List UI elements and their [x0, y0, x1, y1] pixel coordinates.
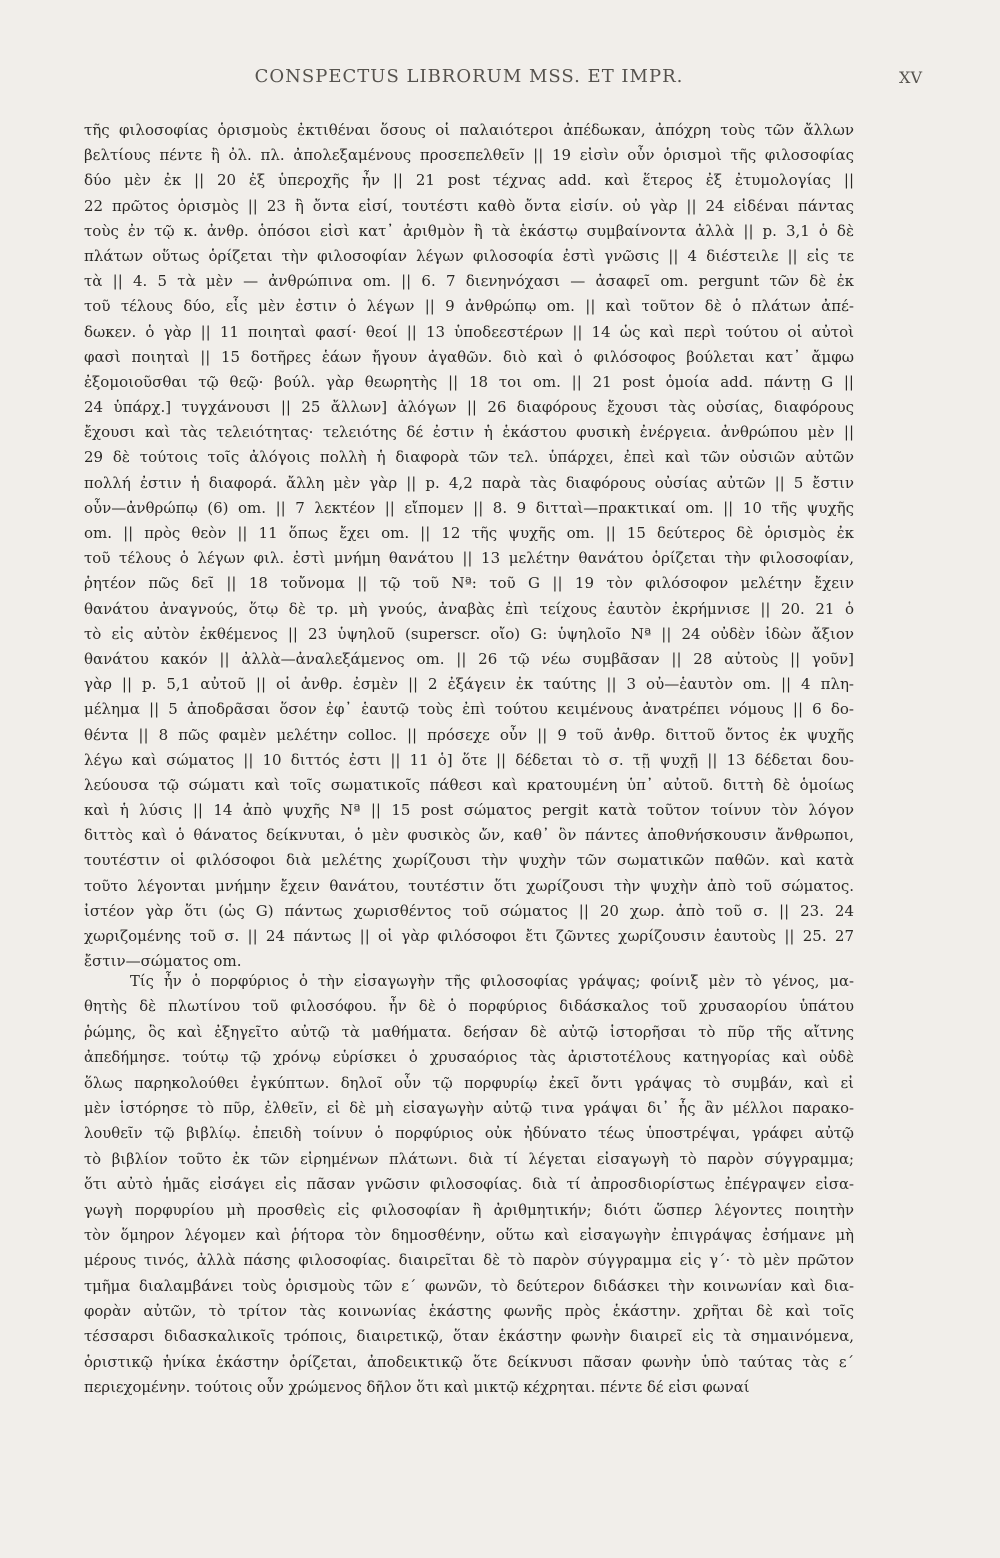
apparatus-line: θανάτου κακόν || ἀλλὰ—ἀναλεξάμενος om. || 26 τῷ νέω συμβᾶσαν || 28 αὐτοὺς || γοῦν]	[84, 649, 854, 668]
apparatus-line: τοῦτο λέγονται μνήμην ἔχειν θανάτου, τουτέστιν ὅτι χωρίζουσι τὴν ψυχὴν ἀπὸ τοῦ σώματος.	[84, 876, 854, 895]
apparatus-line: om. || πρὸς θεὸν || 11 ὅπως ἔχει om. || 12 τῆς ψυχῆς om. || 15 δεύτερος δὲ ὁρισμὸς ἐκ	[84, 524, 854, 542]
text-line: φορὰν αὐτῶν, τὸ τρίτον τὰς κοινωνίας ἑκάστης φωνῆς πρὸς ἑκάστην. χρῆται δὲ καὶ τοῖς	[84, 1303, 854, 1321]
apparatus-line: δωκεν. ὁ γὰρ || 11 ποιηταὶ φασί· θεοί || 13 ὑποδεεστέρων || 14 ὡς καὶ περὶ τούτου οἱ αὐτοὶ	[84, 322, 854, 341]
apparatus-line: τοῦ τέλους δύο, εἷς μὲν ἐστιν ὁ λέγων || 9 ἀνθρώπῳ om. || καὶ τοῦτον δὲ ὁ πλάτων ἀπέ-	[84, 297, 854, 316]
apparatus-line: πολλή ἐστιν ἡ διαφορά. ἄλλη μὲν γὰρ || p. 4,2 παρὰ τὰς διαφόρους οὐσίας αὐτῶν || 5 ἔστιν	[84, 473, 854, 492]
text-line: γωγὴ πορφυρίου μὴ προσθεὶς εἰς φιλοσοφίαν ἢ ἀριθμητικήν; διότι ὥσπερ λέγοντες ποιητὴν	[84, 1201, 854, 1219]
apparatus-line: ἰστέον γὰρ ὅτι (ὡς G) πάντως χωρισθέντος τοῦ σώματος || 20 χωρ. ἀπὸ τοῦ σ. || 23. 24	[84, 901, 854, 920]
apparatus-line: τῆς φιλοσοφίας ὁρισμοὺς ἐκτιθέναι ὅσους οἱ παλαιότεροι ἀπέδωκαν, ἀπόχρη τοὺς τῶν ἄλλων	[84, 121, 854, 139]
apparatus-line: διττὸς καὶ ὁ θάνατος δείκνυται, ὁ μὲν φυσικὸς ὤν, καθ᾽ ὃν πάντες ἀποθνήσκουσιν ἄνθρωποι,	[84, 826, 854, 845]
main-text	[84, 969, 854, 1401]
text-line: Τίς ἦν ὁ πορφύριος ὁ τὴν εἰσαγωγὴν τῆς φιλοσοφίας γράψας; φοίνιξ μὲν τὸ γένος, μα-	[130, 973, 854, 990]
text-line: λουθεῖν τῷ βιβλίῳ. ἐπειδὴ τοίνυν ὁ πορφύριος οὐκ ἠδύνατο τέως ὑποστρέψαι, γράφει αὐτῷ	[84, 1125, 854, 1143]
apparatus-line: ἔχουσι καὶ τὰς τελειότητας· τελειότης δέ ἐστιν ἡ ἑκάστου φυσικὴ ἐνέργεια. ἀνθρώπου μὲν ||	[84, 423, 854, 442]
apparatus-line: θέντα || 8 πῶς φαμὲν μελέτην colloc. || πρόσεχε οὖν || 9 τοῦ ἀνθρ. διττοῦ ὄντος ἐκ ψυχῆς	[84, 725, 854, 744]
apparatus-line: τὸ εἰς αὐτὸν ἐκθέμενος || 23 ὑψηλοῦ (superscr. οἴο) G: ὑψηλοῖο Nª || 24 οὐδὲν ἰδὼν ἄξιον	[84, 624, 854, 643]
apparatus-line: πλάτων οὕτως ὁρίζεται τὴν φιλοσοφίαν λέγων φιλοσοφία ἐστὶ γνῶσις || 4 διέστειλε || εἰς τε	[84, 246, 854, 265]
text-line: τὸ βιβλίον τοῦτο ἐκ τῶν εἰρημένων πλάτωνι. διὰ τί λέγεται εἰσαγωγὴ τὸ παρὸν σύγγραμμα;	[84, 1150, 854, 1168]
apparatus-line: θανάτου ἀναγνούς, ὅτῳ δὲ τρ. μὴ γνούς, ἀναβὰς ἐπὶ τείχους ἑαυτὸν ἐκρήμνισε || 20. 21 ὁ	[84, 599, 854, 618]
page-number: XV	[899, 68, 922, 87]
text-line: περιεχομένην. τούτοις οὖν χρώμενος δῆλον ὅτι καὶ μικτῷ κέχρηται. πέντε δέ εἰσι φωναί	[84, 1379, 750, 1397]
apparatus-line: λέγω καὶ σώματος || 10 διττός ἐστι || 11 ὁ] ὅτε || δέδεται τὸ σ. τῇ ψυχῇ || 13 δέδεται δου-	[84, 750, 854, 769]
text-line: τέσσαρσι διδασκαλικοῖς τρόποις, διαιρετικῷ, ὅταν ἑκάστην φωνὴν διαιρεῖ εἰς τὰ σημαινόμενα,	[84, 1328, 854, 1346]
critical-apparatus	[84, 118, 854, 974]
text-line: ῥώμης, ὃς καὶ ἐξηγεῖτο αὐτῷ τὰ μαθήματα. δεήσαν δὲ αὐτῷ ἱστορῆσαι τὸ πῦρ τῆς αἴτνης	[84, 1023, 854, 1041]
apparatus-line: ἔστιν—σώματος om.	[84, 952, 242, 971]
text-line: ὁριστικῷ ἡνίκα ἑκάστην ὁρίζεται, ἀποδεικτικῷ ὅτε δείκνυσι πᾶσαν φωνὴν ὑπὸ ταύτας τὰς ε΄	[84, 1353, 854, 1371]
text-line: τμῆμα διαλαμβάνει τοὺς ὁρισμοὺς τῶν ε΄ φωνῶν, τὸ δεύτερον διδάσκει τὴν κοινωνίαν καὶ δια-	[84, 1277, 854, 1295]
apparatus-line: 29 δὲ τούτοις τοῖς ἀλόγοις πολλὴ ἡ διαφορὰ τῶν τελ. ὑπάρχει, ἐπεὶ καὶ τῶν οὐσιῶν αὐτῶν	[84, 448, 854, 467]
text-line: ὅλως παρηκολούθει ἐγκύπτων. δηλοῖ οὖν τῷ πορφυρίῳ ἐκεῖ ὄντι γράψας τὸ συμβάν, καὶ εἰ	[84, 1074, 854, 1092]
apparatus-line: τουτέστιν οἱ φιλόσοφοι διὰ μελέτης χωρίζουσι τὴν ψυχὴν τῶν σωματικῶν παθῶν. καὶ κατὰ	[84, 851, 854, 870]
apparatus-line: φασὶ ποιηταὶ || 15 δοτῆρες ἑάων ἤγουν ἀγαθῶν. διὸ καὶ ὁ φιλόσοφος βούλεται κατ᾽ ἄμφω	[84, 347, 854, 366]
apparatus-line: λεύουσα τῷ σώματι καὶ τοῖς σωματικοῖς πάθεσι καὶ κρατουμένη ὑπ᾽ αὐτοῦ. διττὴ δὲ ὁμοίως	[84, 775, 854, 794]
text-line: ἀπεδήμησε. τούτῳ τῷ χρόνῳ εὑρίσκει ὁ χρυσαόριος τὰς ἀριστοτέλους κατηγορίας καὶ οὐδὲ	[84, 1049, 854, 1067]
apparatus-line: τὰ || 4. 5 τὰ μὲν — ἀνθρώπινα om. || 6. 7 διενηνόχασι — ἀσαφεῖ om. pergunt τῶν δὲ ἐκ	[84, 272, 854, 291]
page-header	[84, 66, 922, 96]
apparatus-line: βελτίους πέντε ἢ ὀλ. πλ. ἀπολεξαμένους προσεπελθεῖν || 19 εἰσὶν οὖν ὁρισμοὶ τῆς φιλοσοφίας	[84, 146, 854, 165]
apparatus-line: δύο μὲν ἐκ || 20 ἐξ ὑπεροχῆς ἦν || 21 post τέχνας add. καὶ ἕτερος ἐξ ἐτυμολογίας ||	[84, 171, 854, 190]
text-line: τὸν ὅμηρον λέγομεν καὶ ῥήτορα τὸν δημοσθένην, οὕτω καὶ εἰσαγωγὴν ἐπιγράψας ἐσήμανε μὴ	[84, 1226, 854, 1244]
apparatus-line: τοὺς ἐν τῷ κ. ἀνθρ. ὁπόσοι εἰσὶ κατ᾽ ἀριθμὸν ἢ τὰ ἑκάστῳ συμβαίνοντα ἀλλὰ || p. 3,1 ὁ δὲ	[84, 221, 854, 240]
apparatus-line: μέλημα || 5 ἀποδρᾶσαι ὅσον ἐφ᾽ ἑαυτῷ τοὺς ἐπὶ τούτου κειμένους ἀνατρέπει νόμους || 6 δο-	[84, 700, 854, 719]
apparatus-line: ῥητέον πῶς δεῖ || 18 τοὔνομα || τῷ τοῦ Nª: τοῦ G || 19 τὸν φιλόσοφον μελέτην ἔχειν	[84, 574, 854, 593]
running-title: CONSPECTUS LIBRORUM MSS. ET IMPR.	[254, 66, 684, 87]
text-line: θητὴς δὲ πλωτίνου τοῦ φιλοσόφου. ἦν δὲ ὁ πορφύριος διδάσκαλος τοῦ χρυσαορίου ὑπάτου	[84, 998, 854, 1016]
apparatus-line: 24 ὑπάρχ.] τυγχάνουσι || 25 ἄλλων] ἀλόγων || 26 διαφόρους ἔχουσι τὰς οὐσίας, διαφόρους	[84, 398, 854, 417]
text-line: μὲν ἱστόρησε τὸ πῦρ, ἐλθεῖν, εἰ δὲ μὴ εἰσαγωγὴν αὐτῷ τινα γράψαι δι᾽ ἧς ἂν μέλλοι παρακο-	[84, 1099, 854, 1117]
text-line: ὅτι αὐτὸ ἡμᾶς εἰσάγει εἰς πᾶσαν γνῶσιν φιλοσοφίας. διὰ τί ἀπροσδιορίστως ἐπέγραψεν εἰσα-	[84, 1176, 854, 1194]
apparatus-line: τοῦ τέλους ὁ λέγων φιλ. ἐστὶ μνήμη θανάτου || 13 μελέτην θανάτου ὁρίζεται τὴν φιλοσοφίαν,	[84, 549, 854, 568]
apparatus-line: ἐξομοιοῦσθαι τῷ θεῷ· βούλ. γὰρ θεωρητὴς || 18 τοι om. || 21 post ὁμοία add. πάντῃ G ||	[84, 372, 854, 391]
apparatus-line: καὶ ἡ λύσις || 14 ἀπὸ ψυχῆς Nª || 15 post σώματος pergit κατὰ τοῦτον τοίνυν τὸν λόγον	[84, 801, 854, 820]
apparatus-line: χωριζομένης τοῦ σ. || 24 πάντως || οἱ γὰρ φιλόσοφοι ἔτι ζῶντες χωρίζουσιν ἑαυτοὺς || 25. 27	[84, 927, 854, 945]
apparatus-line: οὖν—ἀνθρώπῳ (6) om. || 7 λεκτέον || εἴπομεν || 8. 9 διτταὶ—πρακτικαί om. || 10 τῆς ψυχῆς	[84, 498, 854, 517]
apparatus-line: γὰρ || p. 5,1 αὐτοῦ || οἱ ἀνθρ. ἐσμὲν || 2 ἐξάγειν ἐκ ταύτης || 3 οὐ—ἑαυτὸν om. || 4 πλη-	[84, 675, 854, 694]
text-line: μέρους τινός, ἀλλὰ πάσης φιλοσοφίας. διαιρεῖται δὲ τὸ παρὸν σύγγραμμα εἰς γ΄· τὸ μὲν πρῶτον	[84, 1252, 854, 1270]
apparatus-line: 22 πρῶτος ὁρισμὸς || 23 ἢ ὄντα εἰσί, τουτέστι καθὸ ὄντα εἰσίν. οὐ γὰρ || 24 εἰδέναι πάντας	[84, 196, 854, 215]
